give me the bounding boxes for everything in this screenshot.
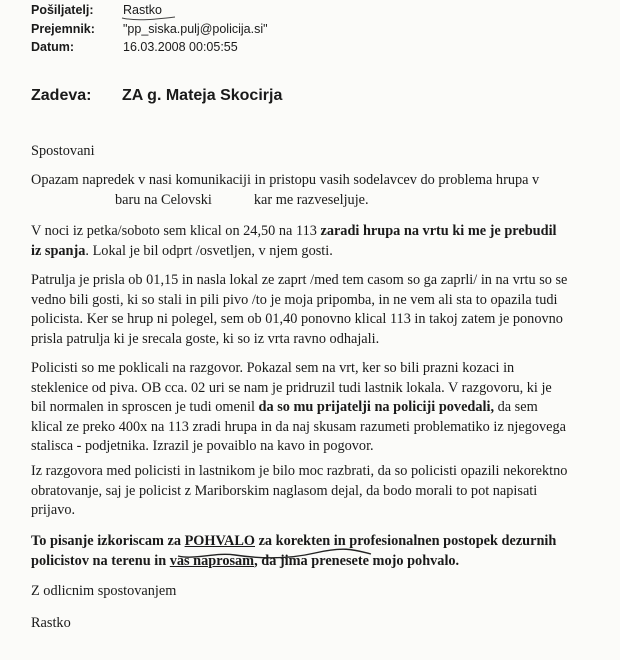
p5-line2: obratovanje, saj je policist z Mariborskim naglasom dejal, da bodo morali to pot napisati [31,482,538,499]
p4-l3-end: da sem [494,399,538,415]
p3-line1: Patrulja je prisla ob 01,15 in nasla lokal ze zaprt /med tem casom so ga zaprli/ in na vrtu so se [31,272,568,288]
p6-l1-start: To pisanje izkoriscam za [31,533,185,549]
handwritten-underline-icon [175,544,375,568]
p1-line1: Opazam napredek v nasi komunikaciji in pristopu vasih sodelavcev do problema hrupa v [31,172,540,188]
date-value: 16.03.2008 00:05:55 [123,40,238,54]
p6-l2-end: , da jima prenesete mojo pohvalo. [254,552,460,569]
closing [31,582,606,602]
p2-line1 [31,222,606,242]
p4-line5: stalisca - podjetnika. Izrazil je povaiblo na kavo in pogovor. [31,438,374,454]
p1-end: kar me razveseljuje. [253,191,369,208]
p3-line2: vedno bili gosti, ki so stali in pili pivo /to je moja pripomba, in ne vem ali sta to opazila tudi [31,291,558,308]
paragraph-1 [31,171,606,210]
paragraph-3 [31,271,606,349]
p6-l1-end: za korekten in profesionalnen postopek dezurnih [255,533,557,549]
paragraph-5 [31,462,606,521]
p4-line3 [31,398,606,418]
p6-l2-start: policistov na terenu in [31,552,170,569]
p3-line3: policista. Ker se hrup ni polegel, sem ob 01,40 ponovno klical 113 in takoj zatem je ponovno [31,311,563,327]
p2-start: V noci iz petka/soboto sem klical on 24,50 na 113 [31,223,321,239]
date-label: Datum: [31,40,75,54]
sender-label: Pošiljatelj: [31,3,94,17]
p4-line4: klical ze preko 400x na 113 zradi hrupa in da naj skusam razumeti problematiko iz njegovega [31,418,567,435]
p5-line3: prijavo. [31,502,76,518]
recipient-label: Prejemnik: [31,22,95,36]
greeting [31,142,606,162]
p1-bar: baru na Celovski [115,191,212,208]
p3-line4: prisla patrulja ki je srecala goste, ki so iz vrta ravno odhajali. [31,330,380,347]
p5-line1: Iz razgovora med policisti in lastnikom je bilo moc razbrati, da so policisti opazili nekorektno [31,463,568,479]
signature [31,614,606,634]
p2-bold1: zaradi hrupa na vrtu ki me je prebudil [320,223,557,239]
p2-line2 [31,242,606,262]
p4-l3-bold: da so mu prijatelji na policiji povedali, [258,399,495,415]
paragraph-2 [31,222,606,261]
handwritten-mark-icon [120,5,180,23]
p6-naprosam: vas naprosam [169,552,255,569]
subject-value: ZA g. Mateja Skocirja [122,87,283,104]
recipient-value: "pp_siska.pulj@policija.si" [123,22,268,36]
p4-l3-start: bil normalen in sproscen je tudi omenil [31,399,259,415]
closing-text: Z odlicnim spostovanjem [31,583,177,599]
greeting-text: Spostovani [31,143,95,159]
sender-value: Rastko [123,3,162,17]
signature-text: Rastko [31,615,71,631]
paragraph-4 [31,359,606,457]
p4-line2: steklenice od piva. OB cca. 02 uri se nam je pridruzil tudi lastnik lokala. V razgovoru, ki je [31,379,552,396]
p2-end: . Lokal je bil odprt /osvetljen, v njem gosti. [85,242,333,259]
p6-pohvalo: POHVALO [184,533,255,549]
p4-line1: Policisti so me poklicali na razgovor. Pokazal sem na vrt, ker so bili prazni kozaci in [31,360,515,376]
subject-label: Zadeva: [31,87,92,104]
p1-line2 [31,191,606,211]
p2-bold2: iz spanja [31,242,86,259]
